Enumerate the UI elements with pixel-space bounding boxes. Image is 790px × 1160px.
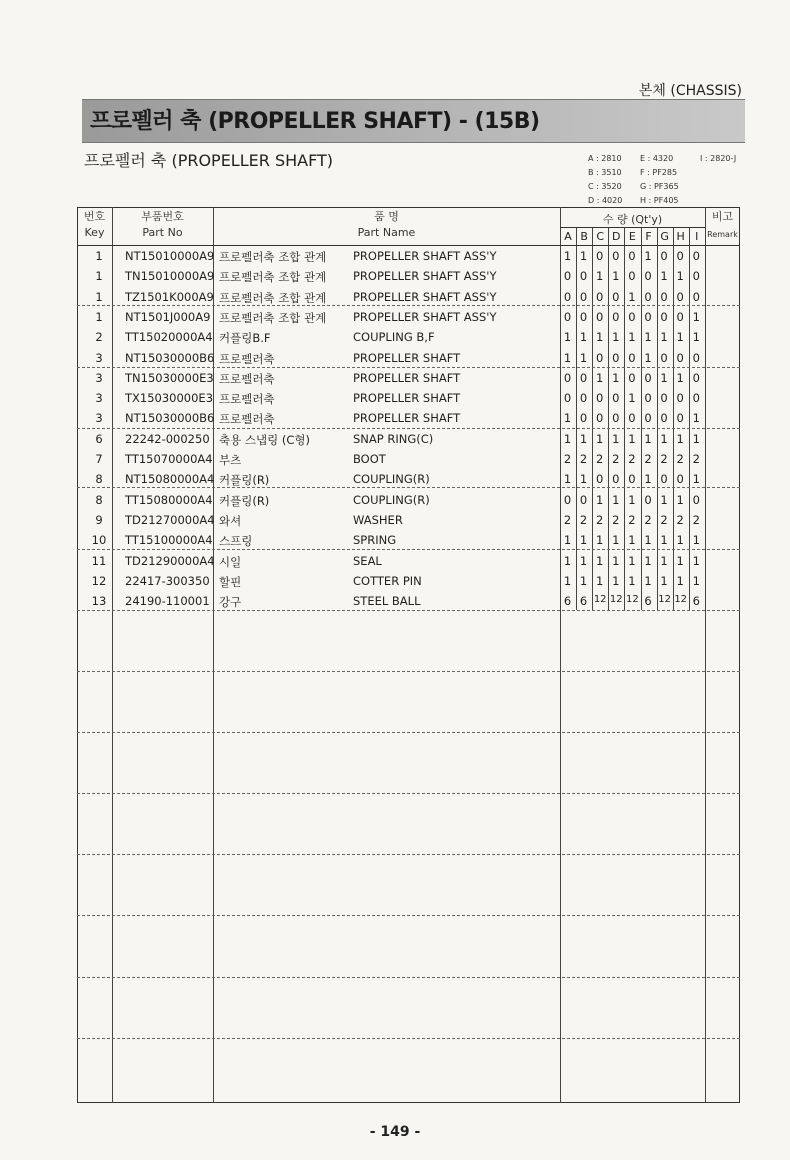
model-i: I : 2820-J <box>700 154 737 163</box>
row-qty: 1 <box>628 492 636 507</box>
row-name-ko: 커플링B.F <box>219 331 271 346</box>
row-key: 13 <box>91 594 107 609</box>
table-row <box>77 307 740 327</box>
row-name-ko: 프로펠러축 <box>219 412 275 427</box>
page-number: - 149 - <box>369 1124 421 1140</box>
qty-col-3: D <box>612 230 621 243</box>
row-qty: 1 <box>692 553 700 568</box>
row-part-no: TT15020000A4 <box>125 330 213 345</box>
row-qty: 1 <box>676 330 684 345</box>
row-qty: 0 <box>660 411 668 426</box>
header-key-en: Key <box>84 226 105 239</box>
row-qty: 0 <box>612 391 620 406</box>
table-row <box>77 408 740 428</box>
header-name-en: Part Name <box>357 226 416 239</box>
row-qty: 1 <box>612 431 620 446</box>
table-row <box>77 388 740 408</box>
row-qty: 0 <box>612 289 620 304</box>
header-qty: 수 량 (Qt'y) <box>602 213 663 226</box>
page-title: 프로펠러 축 (PROPELLER SHAFT) - (15B) <box>90 109 540 134</box>
row-qty: 2 <box>628 512 636 527</box>
row-qty: 1 <box>563 330 572 345</box>
row-qty: 1 <box>676 431 684 446</box>
row-qty: 1 <box>660 573 668 588</box>
row-qty: 1 <box>612 533 620 548</box>
row-qty: 1 <box>579 249 588 263</box>
row-qty: 2 <box>596 452 604 466</box>
model-h: H : PF405 <box>640 196 679 205</box>
row-part-no: 22417-300350 <box>125 573 210 588</box>
row-qty: 2 <box>612 512 620 527</box>
row-qty: 2 <box>692 452 700 466</box>
row-qty: 1 <box>628 573 636 588</box>
header-remark-en: Remark <box>707 230 738 239</box>
row-part-no: NT15030000B6 <box>125 350 215 365</box>
row-qty: 0 <box>579 289 588 304</box>
table-row <box>77 368 740 388</box>
qty-col-6: G <box>660 230 669 243</box>
row-qty: 1 <box>628 431 636 446</box>
row-qty: 1 <box>563 249 572 263</box>
row-part-no: NT1501J000A9 <box>125 309 211 324</box>
row-name-ko: 강구 <box>219 595 242 610</box>
row-name-en: SNAP RING(C) <box>353 431 434 446</box>
row-qty: 2 <box>563 512 572 527</box>
table-row <box>77 571 740 591</box>
row-qty: 1 <box>563 472 572 487</box>
row-qty: 0 <box>612 309 620 324</box>
row-qty: 12 <box>658 594 671 606</box>
row-qty: 1 <box>563 431 572 446</box>
row-qty: 1 <box>692 472 700 487</box>
row-qty: 0 <box>692 492 700 507</box>
row-qty: 2 <box>596 512 604 527</box>
row-qty: 0 <box>692 249 700 263</box>
row-qty: 0 <box>596 472 604 487</box>
row-qty: 1 <box>628 533 636 548</box>
row-name-en: PROPELLER SHAFT ASS'Y <box>353 309 497 324</box>
row-qty: 1 <box>692 431 700 446</box>
row-key: 8 <box>95 472 103 487</box>
row-qty: 1 <box>628 553 636 568</box>
row-part-no: TX15030000E3 <box>125 391 214 406</box>
row-qty: 1 <box>596 553 604 568</box>
row-qty: 1 <box>612 370 620 385</box>
row-qty: 1 <box>676 533 684 548</box>
model-g: G : PF365 <box>640 182 679 191</box>
row-name-en: COTTER PIN <box>353 573 422 588</box>
row-name-ko: 프로펠러축 조합 관계 <box>219 270 327 285</box>
row-qty: 0 <box>596 289 604 304</box>
row-qty: 1 <box>644 472 652 487</box>
table-row <box>77 348 740 368</box>
row-key: 1 <box>95 269 103 284</box>
row-qty: 1 <box>563 553 572 568</box>
row-qty: 0 <box>660 249 668 263</box>
row-part-no: NT15080000A4 <box>125 472 215 487</box>
qty-col-7: H <box>676 230 685 243</box>
row-qty: 0 <box>612 411 620 426</box>
row-name-ko: 프로펠러축 <box>219 392 275 407</box>
row-qty: 6 <box>563 594 572 609</box>
row-qty: 1 <box>579 573 588 588</box>
row-qty: 0 <box>644 492 652 507</box>
row-qty: 1 <box>692 330 700 345</box>
row-qty: 0 <box>644 391 652 406</box>
row-name-en: WASHER <box>353 512 403 527</box>
row-name-en: COUPLING(R) <box>353 472 430 487</box>
model-e: E : 4320 <box>640 154 674 163</box>
row-qty: 0 <box>579 269 588 284</box>
page-subtitle: 프로펠러 축 (PROPELLER SHAFT) <box>84 151 334 170</box>
row-qty: 1 <box>644 350 652 365</box>
row-qty: 1 <box>644 431 652 446</box>
row-qty: 0 <box>628 309 636 324</box>
row-qty: 0 <box>692 289 700 304</box>
row-qty: 1 <box>692 533 700 548</box>
row-qty: 2 <box>579 512 588 527</box>
table-row <box>77 490 740 510</box>
row-name-en: PROPELLER SHAFT <box>353 350 461 365</box>
row-qty: 12 <box>609 594 623 606</box>
row-qty: 1 <box>676 492 684 507</box>
row-qty: 0 <box>692 269 700 284</box>
row-part-no: TN15010000A9 <box>125 269 215 284</box>
row-qty: 1 <box>628 391 636 406</box>
model-b: B : 3510 <box>588 168 622 177</box>
row-part-no: TN15030000E3 <box>125 370 214 385</box>
row-qty: 0 <box>579 370 588 385</box>
row-key: 1 <box>95 309 103 324</box>
row-qty: 0 <box>563 269 572 284</box>
row-qty: 0 <box>628 269 636 284</box>
row-qty: 0 <box>676 309 684 324</box>
row-qty: 6 <box>644 594 652 609</box>
row-name-en: PROPELLER SHAFT ASS'Y <box>353 269 497 284</box>
table-row <box>77 246 740 266</box>
row-qty: 1 <box>676 370 684 385</box>
row-qty: 2 <box>676 452 684 466</box>
row-qty: 12 <box>626 594 639 606</box>
row-qty: 0 <box>692 350 700 365</box>
row-name-ko: 프로펠러축 <box>219 351 275 366</box>
row-qty: 1 <box>628 330 636 345</box>
row-qty: 1 <box>563 533 572 548</box>
qty-col-4: E <box>628 230 636 243</box>
row-qty: 1 <box>596 573 604 588</box>
row-qty: 0 <box>660 289 668 304</box>
row-qty: 0 <box>644 289 652 304</box>
row-name-en: SEAL <box>353 553 382 568</box>
row-part-no: 22242-000250 <box>125 431 210 446</box>
model-f: F : PF285 <box>640 168 678 177</box>
row-qty: 0 <box>612 472 620 487</box>
row-name-ko: 할핀 <box>219 574 242 589</box>
row-part-no: TT15080000A4 <box>125 492 213 507</box>
table-row <box>77 429 740 449</box>
row-qty: 2 <box>692 512 700 527</box>
row-name-en: SPRING <box>353 533 397 548</box>
row-qty: 1 <box>596 370 604 385</box>
row-qty: 12 <box>593 594 607 606</box>
row-qty: 2 <box>660 452 668 466</box>
row-qty: 2 <box>579 452 588 466</box>
row-qty: 0 <box>628 249 636 263</box>
row-qty: 0 <box>692 391 700 406</box>
row-qty: 1 <box>563 350 572 365</box>
row-part-no: TZ1501K000A9 <box>125 289 214 304</box>
row-qty: 0 <box>579 309 588 324</box>
row-name-ko: 커플링(R) <box>219 473 270 488</box>
row-part-no: TT15070000A4 <box>125 452 213 466</box>
row-name-ko: 프로펠러축 조합 관계 <box>219 290 327 305</box>
row-name-en: BOOT <box>353 452 386 466</box>
row-name-ko: 프로펠러축 조합 관계 <box>219 250 327 264</box>
row-qty: 0 <box>596 309 604 324</box>
row-qty: 1 <box>579 472 588 487</box>
row-qty: 0 <box>644 309 652 324</box>
row-qty: 1 <box>644 330 652 345</box>
row-qty: 1 <box>644 553 652 568</box>
row-qty: 0 <box>579 492 588 507</box>
row-qty: 0 <box>676 249 684 263</box>
row-key: 1 <box>95 249 103 263</box>
row-qty: 0 <box>660 350 668 365</box>
row-qty: 1 <box>676 553 684 568</box>
row-key: 3 <box>95 411 103 426</box>
row-name-ko: 프로펠러축 <box>219 371 275 386</box>
row-qty: 1 <box>660 370 668 385</box>
row-qty: 2 <box>628 452 636 466</box>
row-key: 7 <box>95 452 103 466</box>
row-qty: 1 <box>612 553 620 568</box>
row-part-no: NT15010000A9 <box>125 249 215 263</box>
row-qty: 0 <box>676 289 684 304</box>
row-part-no: 24190-110001 <box>125 594 210 609</box>
row-qty: 0 <box>676 472 684 487</box>
row-qty: 0 <box>596 249 604 263</box>
table-row <box>77 530 740 550</box>
row-qty: 0 <box>644 370 652 385</box>
row-qty: 0 <box>563 309 572 324</box>
row-qty: 1 <box>579 330 588 345</box>
row-qty: 1 <box>596 492 604 507</box>
row-key: 11 <box>91 553 107 568</box>
row-qty: 1 <box>676 573 684 588</box>
row-qty: 0 <box>660 391 668 406</box>
row-qty: 1 <box>660 553 668 568</box>
row-qty: 0 <box>628 370 636 385</box>
row-qty: 0 <box>563 370 572 385</box>
row-qty: 0 <box>579 391 588 406</box>
row-qty: 0 <box>676 350 684 365</box>
row-qty: 2 <box>644 452 652 466</box>
model-d: D : 4020 <box>588 196 623 205</box>
row-key: 1 <box>95 289 103 304</box>
row-qty: 0 <box>676 411 684 426</box>
row-qty: 1 <box>579 431 588 446</box>
row-qty: 1 <box>563 411 572 426</box>
row-name-en: PROPELLER SHAFT ASS'Y <box>353 249 497 263</box>
row-key: 10 <box>91 533 107 548</box>
row-qty: 1 <box>612 492 620 507</box>
qty-col-1: B <box>580 230 588 243</box>
row-part-no: TD21270000A4 <box>125 512 215 527</box>
row-qty: 1 <box>644 249 652 263</box>
row-qty: 0 <box>563 391 572 406</box>
row-name-ko: 시일 <box>219 554 242 569</box>
row-qty: 0 <box>676 391 684 406</box>
model-c: C : 3520 <box>588 182 622 191</box>
row-qty: 0 <box>628 350 636 365</box>
row-qty: 1 <box>676 269 684 284</box>
row-name-en: STEEL BALL <box>353 594 421 609</box>
row-qty: 1 <box>692 573 700 588</box>
row-name-en: COUPLING(R) <box>353 492 430 507</box>
row-qty: 0 <box>596 411 604 426</box>
table-row <box>77 287 740 307</box>
row-qty: 1 <box>644 573 652 588</box>
header-name-ko: 품 명 <box>374 210 399 223</box>
row-key: 3 <box>95 350 103 365</box>
row-qty: 1 <box>579 533 588 548</box>
row-qty: 2 <box>660 512 668 527</box>
row-qty: 1 <box>692 411 700 426</box>
row-qty: 1 <box>612 573 620 588</box>
row-qty: 6 <box>692 594 700 609</box>
row-name-en: COUPLING B,F <box>353 330 435 345</box>
table-row <box>77 266 740 286</box>
model-a: A : 2810 <box>588 154 622 163</box>
row-name-en: PROPELLER SHAFT ASS'Y <box>353 289 497 304</box>
row-qty: 2 <box>644 512 652 527</box>
row-name-ko: 커플링(R) <box>219 493 270 508</box>
row-name-en: PROPELLER SHAFT <box>353 411 461 426</box>
row-key: 12 <box>91 573 107 588</box>
row-qty: 0 <box>612 249 620 263</box>
row-qty: 1 <box>660 269 668 284</box>
row-qty: 0 <box>596 391 604 406</box>
header-partno-en: Part No <box>142 226 183 239</box>
row-name-ko: 와셔 <box>219 513 242 528</box>
row-key: 3 <box>95 370 103 385</box>
row-qty: 1 <box>612 269 620 284</box>
row-qty: 1 <box>660 431 668 446</box>
row-key: 2 <box>95 330 103 345</box>
row-name-ko: 프로펠러축 조합 관계 <box>219 310 327 325</box>
row-qty: 12 <box>674 594 688 606</box>
qty-col-5: F <box>645 230 652 243</box>
row-part-no: NT15030000B6 <box>125 411 215 426</box>
section-label: 본체 (CHASSIS) <box>638 83 742 99</box>
row-qty: 0 <box>579 411 588 426</box>
row-name-ko: 축용 스냅링 (C형) <box>219 432 310 447</box>
table-row <box>77 449 740 469</box>
row-qty: 1 <box>596 431 604 446</box>
row-name-en: PROPELLER SHAFT <box>353 370 461 385</box>
row-qty: 1 <box>596 533 604 548</box>
qty-col-2: C <box>596 230 605 243</box>
header-partno-ko: 부품번호 <box>141 210 184 223</box>
row-qty: 0 <box>692 370 700 385</box>
row-qty: 6 <box>579 594 588 609</box>
row-key: 6 <box>95 431 103 446</box>
row-qty: 1 <box>563 573 572 588</box>
row-name-ko: 스프링 <box>219 534 253 549</box>
row-qty: 1 <box>579 350 588 365</box>
row-name-ko: 부츠 <box>219 453 242 467</box>
row-qty: 2 <box>563 452 572 466</box>
row-qty: 1 <box>579 553 588 568</box>
qty-col-0: A <box>564 230 572 243</box>
row-qty: 0 <box>660 472 668 487</box>
row-part-no: TD21290000A4 <box>125 553 215 568</box>
row-qty: 2 <box>612 452 620 466</box>
row-qty: 1 <box>644 533 652 548</box>
row-name-en: PROPELLER SHAFT <box>353 391 461 406</box>
row-qty: 0 <box>563 289 572 304</box>
row-qty: 1 <box>660 533 668 548</box>
row-key: 9 <box>95 512 103 527</box>
table-row <box>77 510 740 530</box>
row-qty: 0 <box>660 309 668 324</box>
row-qty: 0 <box>628 411 636 426</box>
row-part-no: TT15100000A4 <box>125 533 213 548</box>
row-qty: 0 <box>644 411 652 426</box>
row-qty: 1 <box>692 309 700 324</box>
row-qty: 1 <box>660 492 668 507</box>
row-qty: 1 <box>612 330 620 345</box>
table-row <box>77 551 740 571</box>
row-qty: 0 <box>628 472 636 487</box>
row-qty: 2 <box>676 512 684 527</box>
row-qty: 1 <box>628 289 636 304</box>
table-row <box>77 327 740 347</box>
header-key-ko: 번호 <box>83 210 106 223</box>
row-key: 8 <box>95 492 103 507</box>
row-qty: 0 <box>644 269 652 284</box>
row-qty: 0 <box>563 492 572 507</box>
row-qty: 0 <box>612 350 620 365</box>
row-qty: 1 <box>596 330 604 345</box>
header-remark-ko: 비고 <box>711 210 734 223</box>
row-qty: 1 <box>660 330 668 345</box>
qty-col-8: I <box>695 230 699 243</box>
table-row <box>77 591 740 611</box>
row-qty: 1 <box>596 269 604 284</box>
row-qty: 0 <box>596 350 604 365</box>
row-key: 3 <box>95 391 103 406</box>
